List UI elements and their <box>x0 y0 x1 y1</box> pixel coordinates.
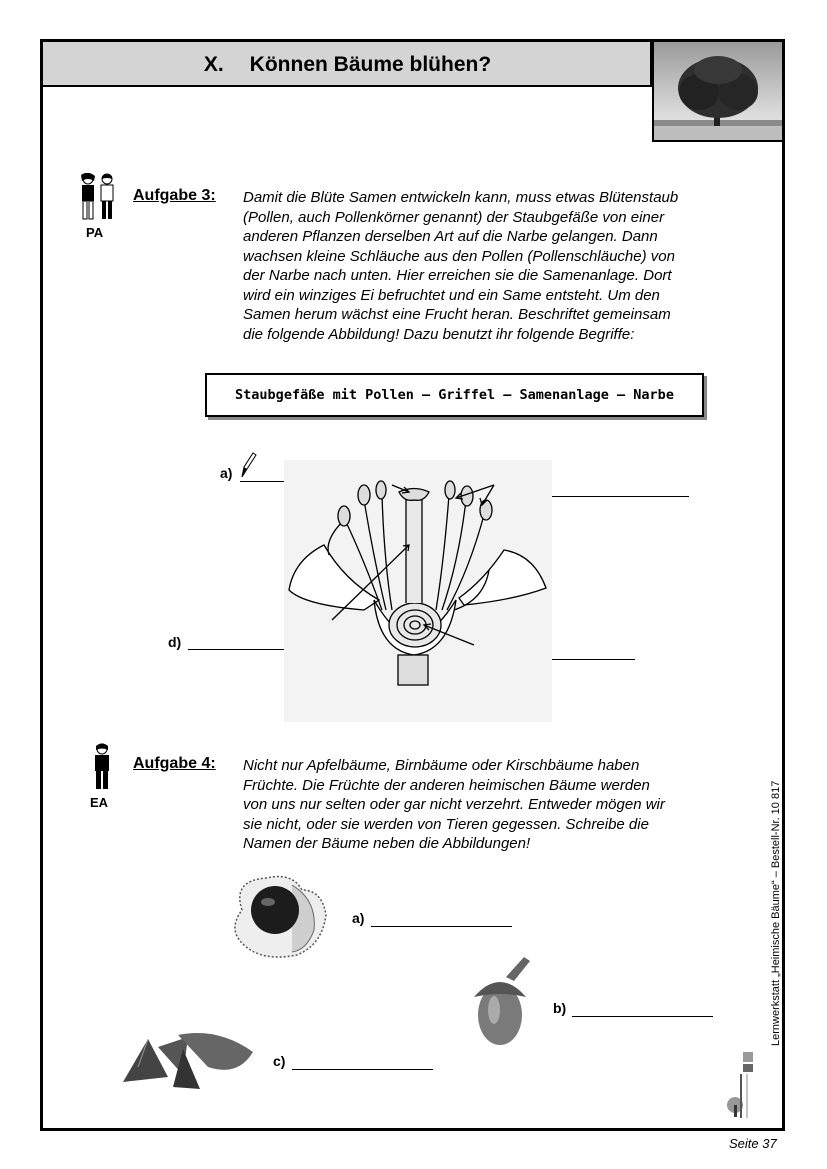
task4-label: Aufgabe 4: <box>133 755 216 772</box>
fruit-line-b[interactable] <box>572 1001 713 1017</box>
label-a: a) <box>220 465 233 481</box>
fruit-label-c: c) <box>273 1053 286 1069</box>
chestnut-image <box>222 870 330 967</box>
flower-diagram <box>284 460 552 727</box>
acorn-image <box>466 955 538 1055</box>
single-work-icon <box>90 743 114 798</box>
fruit-line-c[interactable] <box>292 1054 433 1070</box>
terms-box: Staubgefäße mit Pollen – Griffel – Samenanlage – Narbe <box>205 373 704 417</box>
pair-work-icon <box>77 173 119 228</box>
pair-work-label: PA <box>86 225 104 240</box>
label-d: d) <box>168 634 182 650</box>
order-number-text: Lernwerkstatt „Heimische Bäume“ – Bestell-Nr. 10 817 <box>770 780 782 1046</box>
page-title: X. Können Bäume blühen? <box>203 53 492 76</box>
task4-text: Nicht nur Apfelbäume, Birnbäume oder Kirschbäume haben Früchte. Die Früchte der anderen heimischen Bäume werden von uns nur selten oder gar nicht verzehrt. Entweder mögen wir sie nicht, oder sie werden von Tieren gegessen. Schreibe die Namen der Bäume neben die Abbildungen! <box>243 757 665 852</box>
fruit-label-b: b) <box>553 1000 567 1016</box>
task3-text: Damit die Blüte Samen entwickeln kann, muss etwas Blütenstaub (Pollen, auch Pollenkörner genannt) der Staubgefäße von einer anderen Pflanzen derselben Art auf die Narbe gelangen. Dann wachsen kleine Schläuche aus den Pollen (Pollenschläuche) von der Narbe nach unten. Hier erreichen sie die Samenanlage. Dort wird ein winziges Ei befruchtet und ein Same entsteht. Um den Samen herum wächst eine Frucht heran. Beschriftet gemeinsam die folgende Abbildung! Dazu benutzt ihr folgende Begriffe: <box>243 189 679 343</box>
fruit-line-a[interactable] <box>371 911 512 927</box>
page-number: Seite 37 <box>729 1136 777 1151</box>
kohl-logo <box>725 1050 755 1125</box>
single-work-label: EA <box>90 795 109 810</box>
beechnut-image <box>118 1027 258 1100</box>
task3-label: Aufgabe 3: <box>133 187 216 204</box>
fruit-label-a: a) <box>352 910 365 926</box>
tree-photo <box>652 42 782 142</box>
